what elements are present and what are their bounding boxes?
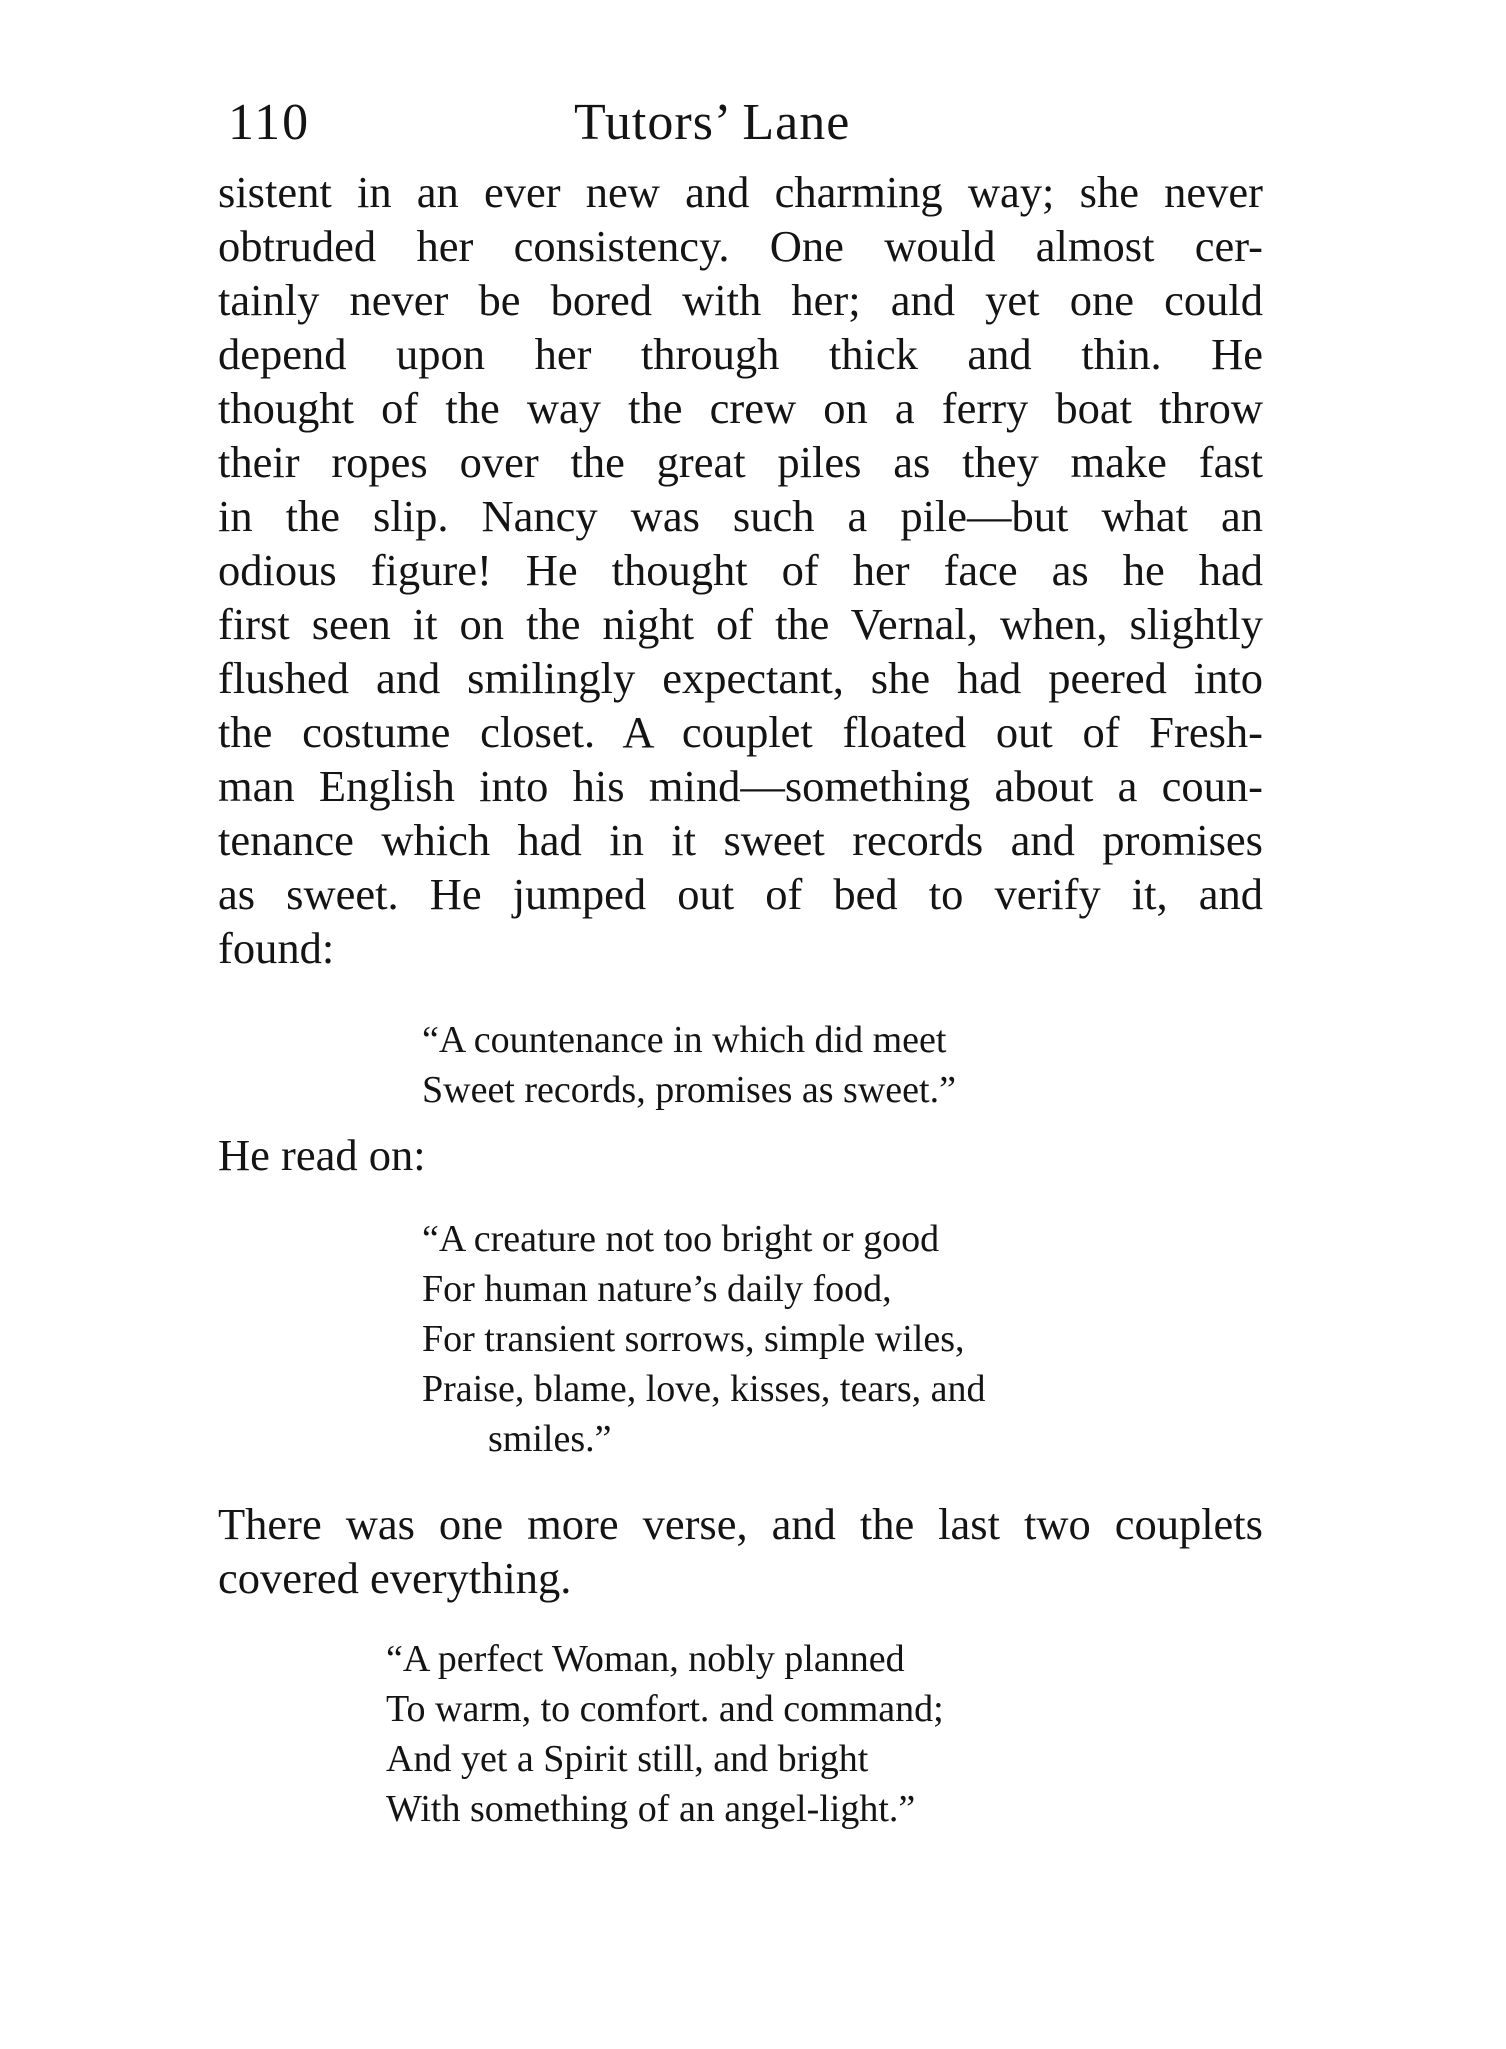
paragraph-line: in the slip. Nancy was such a pile—but what an [218,491,1263,541]
verse-line: With something of an angel-light.” [386,1788,916,1830]
paragraph-line: covered everything. [218,1553,572,1603]
paragraph-line: their ropes over the great piles as they make fast [218,437,1263,487]
paragraph-line: There was one more verse, and the last two couplets [218,1499,1263,1549]
running-title: Tutors’ Lane [574,94,851,151]
paragraph-line: flushed and smilingly expectant, she had peered into [218,653,1263,703]
verse-line: Sweet records, promises as sweet.” [422,1069,956,1111]
paragraph-line: first seen it on the night of the Vernal, when, slightly [218,599,1263,649]
paragraph-line: found: [218,923,335,973]
verse-line: “A perfect Woman, nobly planned [386,1638,905,1680]
verse-line: Praise, blame, love, kisses, tears, and [422,1368,986,1410]
verse-line: smiles.” [488,1418,612,1460]
paragraph-line: as sweet. He jumped out of bed to verify it, and [218,869,1263,919]
verse-line: “A countenance in which did meet [422,1019,947,1061]
paragraph-line: depend upon her through thick and thin. He [218,329,1263,379]
paragraph-line: man English into his mind—something about a coun- [218,761,1263,811]
verse-line: To warm, to comfort. and command; [386,1688,944,1730]
paragraph-line: obtruded her consistency. One would almost cer- [218,221,1263,271]
paragraph-line: tenance which had in it sweet records and promises [218,815,1263,865]
paragraph-line: tainly never be bored with her; and yet one could [218,275,1263,325]
verse-line: And yet a Spirit still, and bright [386,1738,869,1780]
running-header [218,88,1263,158]
paragraph-line: thought of the way the crew on a ferry boat throw [218,383,1263,433]
paragraph-line: sistent in an ever new and charming way; she never [218,167,1263,217]
verse-line: For transient sorrows, simple wiles, [422,1318,965,1360]
page-number: 110 [228,94,311,151]
paragraph-line: odious figure! He thought of her face as he had [218,545,1263,595]
paragraph-2: He read on: [218,1130,426,1180]
verse-line: “A creature not too bright or good [422,1218,940,1260]
paragraph-line: the costume closet. A couplet floated out of Fresh- [218,707,1263,757]
verse-line: For human nature’s daily food, [422,1268,892,1310]
